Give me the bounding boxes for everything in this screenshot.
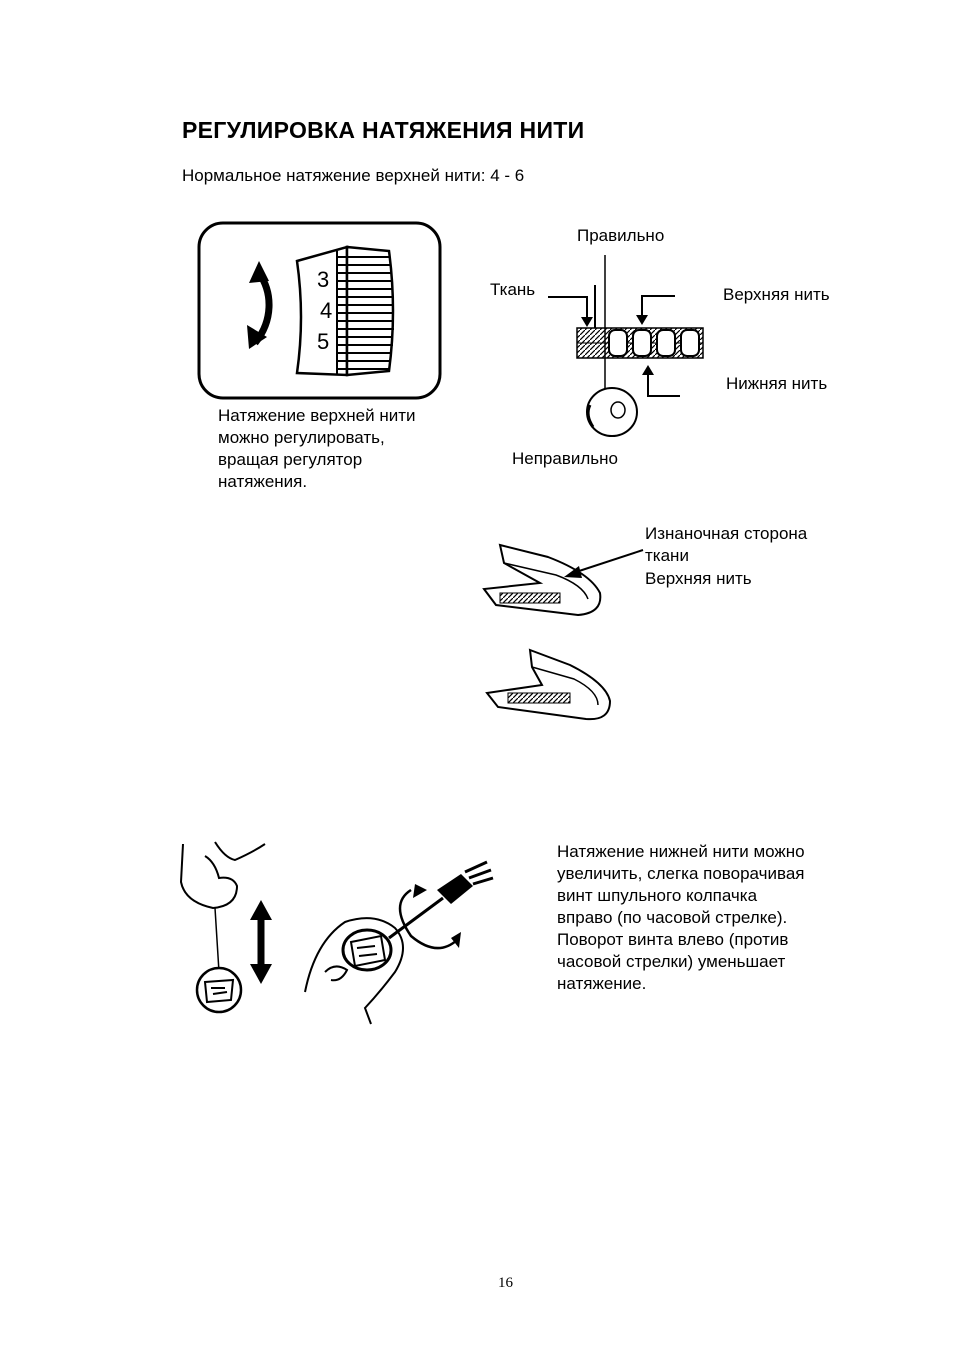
correct-label: Правильно [577, 226, 665, 245]
fold-upper-thread-label: Верхняя нить [645, 569, 752, 588]
page-title: РЕГУЛИРОВКА НАТЯЖЕНИЯ НИТИ [182, 117, 585, 143]
dial-number-3: 3 [317, 267, 330, 292]
wrong-side-label: Изнаночная сторона ткани [645, 524, 808, 565]
bobbin-tension-text: Натяжение нижней нити можно увеличить, слегка поворачивая винт шпульного колпачка вправо (по часовой стрелке). Поворот винта влево (против часовой стрелки) уменьшает натяжение. [557, 842, 805, 993]
dial-number-5: 5 [317, 329, 330, 354]
page-number: 16 [498, 1275, 513, 1291]
incorrect-label: Неправильно [512, 449, 618, 468]
bobbin-case-illustration [175, 842, 495, 1032]
upper-thread-label: Верхняя нить [723, 285, 830, 304]
dial-caption: Натяжение верхней нити можно регулировать, вращая регулятор натяжения. [218, 406, 416, 491]
page-subtitle: Нормальное натяжение верхней нити: 4 - 6 [182, 166, 525, 185]
lower-thread-label: Нижняя нить [726, 374, 828, 393]
stitch-diagram [545, 255, 710, 445]
dial-number-4: 4 [320, 298, 333, 323]
fabric-fold-diagram [478, 533, 648, 728]
fabric-label: Ткань [490, 280, 536, 299]
tension-dial-illustration [197, 221, 443, 401]
